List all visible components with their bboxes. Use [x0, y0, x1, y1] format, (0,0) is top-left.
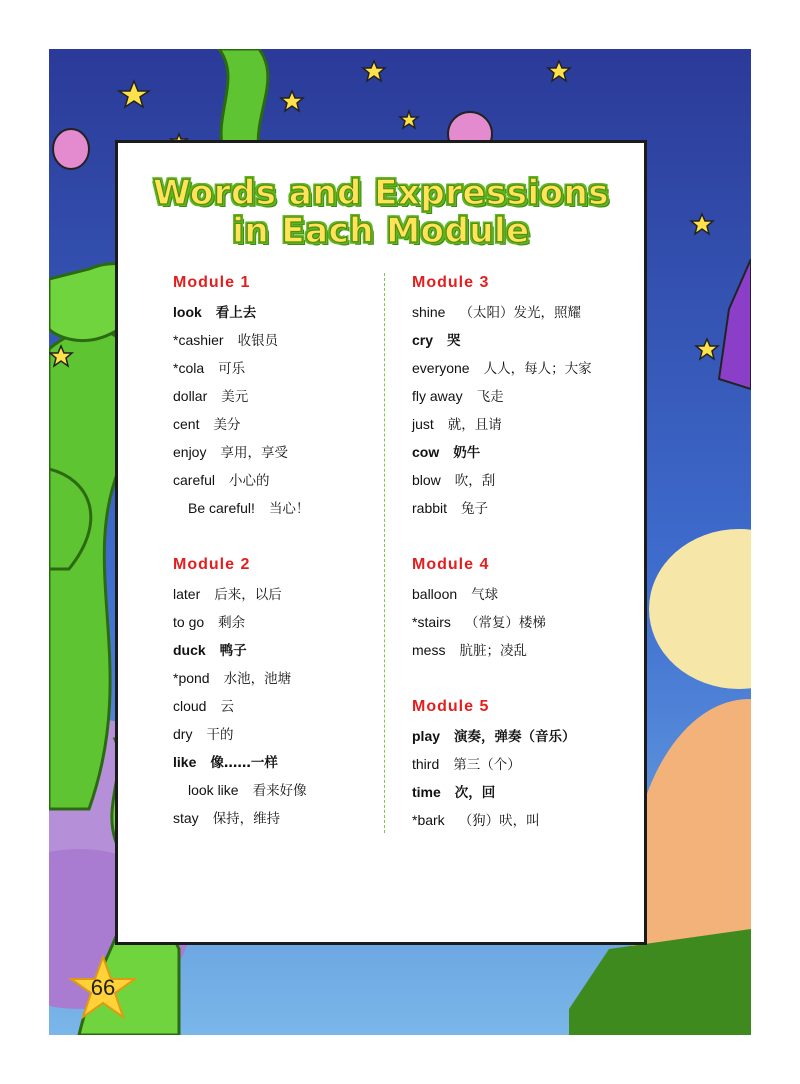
- vocab-entry: [173, 748, 413, 776]
- english-word: cow: [412, 444, 440, 460]
- module-heading: Module 2: [173, 556, 251, 573]
- vocab-entry: [173, 382, 413, 410]
- english-word: *bark: [412, 812, 445, 828]
- left-column: [173, 268, 413, 832]
- vocab-entry: [173, 354, 413, 382]
- chinese-meaning: 看来好像: [252, 783, 307, 799]
- vocab-entry: [173, 326, 413, 354]
- module-3: [412, 268, 652, 522]
- english-word: stay: [173, 810, 199, 826]
- english-word: rabbit: [412, 500, 448, 516]
- chinese-meaning: 看上去: [215, 305, 257, 321]
- page-title-line-2: in Each Module: [232, 211, 530, 251]
- module-1: [173, 268, 413, 522]
- vocab-entry: [173, 298, 413, 326]
- vocab-entry: [173, 720, 413, 748]
- english-phrase: look like: [188, 782, 239, 798]
- chinese-meaning: 水池，池塘: [223, 671, 292, 687]
- chinese-meaning: 鸭子: [219, 643, 247, 659]
- chinese-meaning: 肮脏；凌乱: [459, 643, 527, 659]
- chinese-meaning: 剩余: [218, 615, 246, 631]
- english-word: dollar: [173, 388, 208, 404]
- english-word: everyone: [412, 360, 470, 376]
- english-phrase: Be careful!: [188, 500, 255, 516]
- module-2: [173, 550, 413, 832]
- chinese-meaning: 次，回: [454, 785, 496, 801]
- module-heading: Module 5: [412, 698, 490, 715]
- vocab-entry: [173, 466, 413, 494]
- chinese-meaning: 哭: [447, 333, 461, 349]
- english-word: *cashier: [173, 332, 224, 348]
- chinese-meaning: （常复）楼梯: [464, 615, 546, 631]
- english-word: mess: [412, 642, 446, 658]
- right-column: [412, 268, 652, 834]
- page-number-star: [69, 955, 137, 1023]
- page-title-line-1: Words and Expressions: [153, 173, 609, 213]
- vocab-entry: [412, 438, 652, 466]
- vocab-entry: [173, 608, 413, 636]
- chinese-meaning: （太阳）发光，照耀: [459, 305, 581, 321]
- english-word: balloon: [412, 586, 458, 602]
- chinese-meaning: 美分: [213, 417, 241, 433]
- english-word: just: [412, 416, 434, 432]
- english-word: enjoy: [173, 444, 207, 460]
- english-word: duck: [173, 642, 206, 658]
- chinese-meaning: 保持，维持: [212, 811, 281, 827]
- chinese-meaning: 享用，享受: [220, 445, 288, 461]
- english-word: dry: [173, 726, 193, 742]
- spacer: [173, 522, 413, 550]
- vocab-entry: [173, 636, 413, 664]
- english-word: *pond: [173, 670, 210, 686]
- chinese-meaning: 飞走: [476, 389, 504, 405]
- chinese-meaning: 奶牛: [453, 445, 481, 461]
- english-word: shine: [412, 304, 446, 320]
- vocab-entry: [412, 354, 652, 382]
- chinese-meaning: 收银员: [237, 333, 279, 349]
- chinese-meaning: 干的: [206, 727, 234, 743]
- spacer: [412, 664, 652, 692]
- vocab-entry: [412, 382, 652, 410]
- english-word: careful: [173, 472, 216, 488]
- english-word: third: [412, 756, 440, 772]
- vocab-entry: [173, 692, 413, 720]
- english-word: cloud: [173, 698, 207, 714]
- chinese-meaning: 兔子: [461, 501, 489, 517]
- vocab-entry: [173, 804, 413, 832]
- module-heading: Module 3: [412, 274, 490, 291]
- chinese-meaning: 人人，每人；大家: [483, 361, 592, 377]
- vocab-entry: [412, 722, 652, 750]
- english-word: *stairs: [412, 614, 451, 630]
- page-number: 66: [90, 975, 116, 1000]
- chinese-meaning: 小心的: [229, 473, 270, 489]
- chinese-meaning: 就，且请: [447, 417, 502, 433]
- vocab-entry: [412, 410, 652, 438]
- vocab-entry: [412, 494, 652, 522]
- chinese-meaning: 美元: [221, 389, 249, 405]
- vocab-entry: [173, 438, 413, 466]
- module-heading: Module 1: [173, 274, 251, 291]
- chinese-meaning: 吹，刮: [454, 473, 496, 489]
- module-heading: Module 4: [412, 556, 490, 573]
- chinese-meaning: 可乐: [218, 361, 246, 377]
- vocab-entry: [412, 326, 652, 354]
- chinese-meaning: 气球: [471, 587, 499, 603]
- vocab-phrase: [173, 494, 413, 522]
- vocab-entry: [412, 580, 652, 608]
- vocabulary-panel: [115, 140, 647, 945]
- vocab-entry: [412, 636, 652, 664]
- spacer: [412, 522, 652, 550]
- vocab-entry: [412, 608, 652, 636]
- english-word: look: [173, 304, 202, 320]
- english-word: blow: [412, 472, 441, 488]
- chinese-meaning: 演奏，弹奏（音乐）: [454, 729, 576, 745]
- module-5: [412, 692, 652, 834]
- vocab-entry: [173, 410, 413, 438]
- vocab-phrase: [173, 776, 413, 804]
- english-word: cry: [412, 332, 434, 348]
- english-word: fly away: [412, 388, 463, 404]
- english-word: *cola: [173, 360, 205, 376]
- english-word: like: [173, 754, 197, 770]
- english-word: to go: [173, 614, 205, 630]
- chinese-meaning: 当心！: [268, 501, 310, 517]
- chinese-meaning: 第三（个）: [453, 757, 521, 773]
- english-word: time: [412, 784, 441, 800]
- chinese-meaning: 云: [220, 699, 234, 715]
- chinese-meaning: 后来，以后: [214, 587, 282, 603]
- english-word: play: [412, 728, 441, 744]
- vocab-entry: [412, 750, 652, 778]
- vocab-entry: [412, 806, 652, 834]
- english-word: cent: [173, 416, 200, 432]
- chinese-meaning: （狗）吠，叫: [458, 813, 540, 829]
- module-4: [412, 550, 652, 664]
- chinese-meaning: 像……一样: [210, 755, 278, 771]
- vocab-entry: [173, 580, 413, 608]
- english-word: later: [173, 586, 201, 602]
- vocab-entry: [173, 664, 413, 692]
- vocab-entry: [412, 778, 652, 806]
- vocab-entry: [412, 298, 652, 326]
- vocab-entry: [412, 466, 652, 494]
